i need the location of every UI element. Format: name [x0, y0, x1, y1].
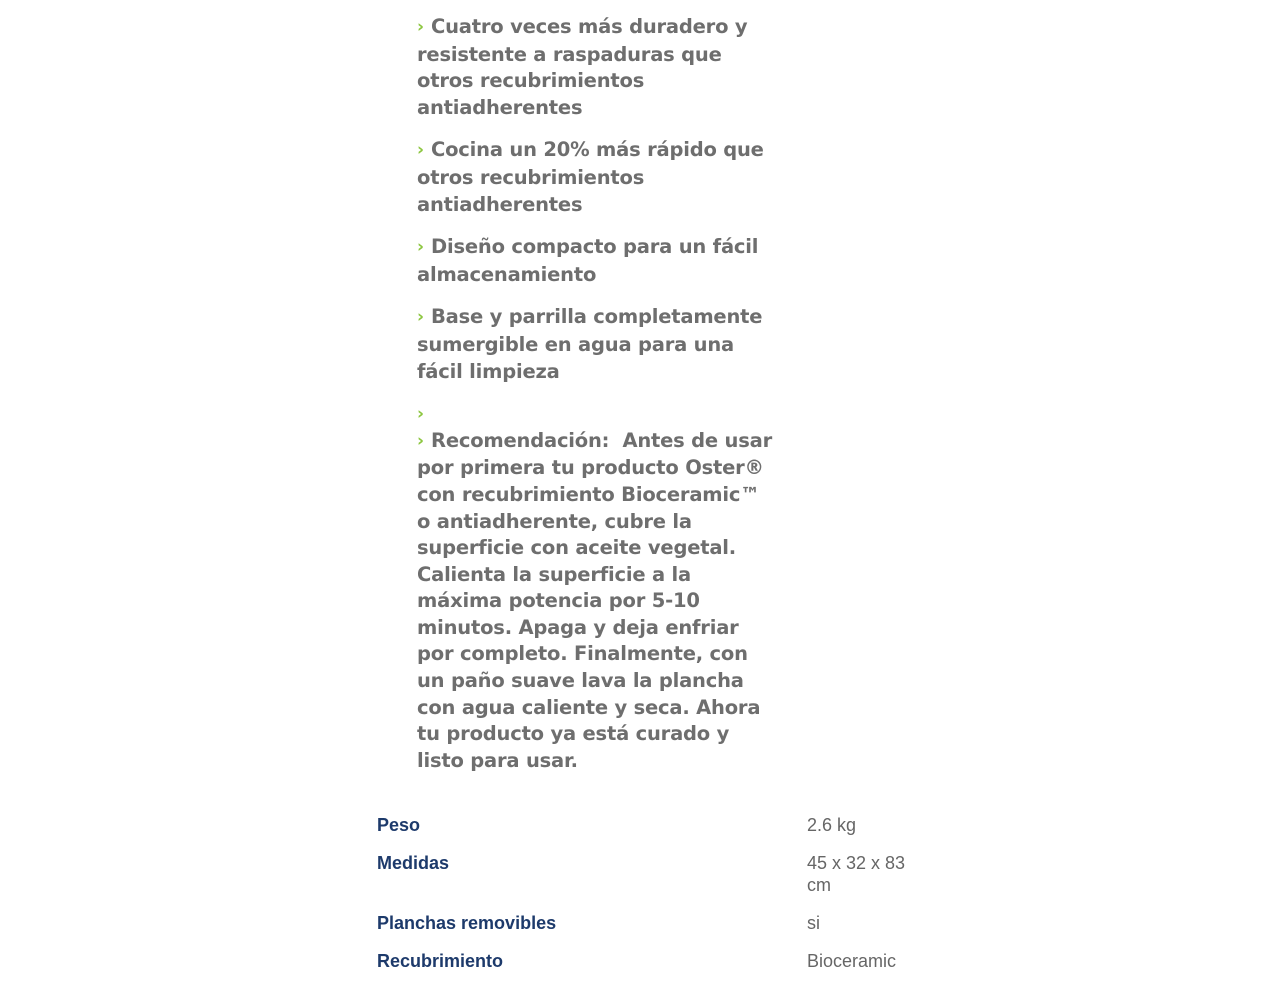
- chevron-right-icon: ›: [417, 237, 424, 258]
- feature-item: [417, 234, 777, 288]
- spec-value: si: [807, 913, 820, 933]
- chevron-right-icon: ›: [417, 404, 424, 425]
- spec-label: Planchas removibles: [377, 913, 557, 933]
- feature-item-empty: [417, 401, 777, 428]
- feature-item-recommendation: [417, 428, 777, 775]
- spec-row-removable-plates: [377, 912, 977, 934]
- chevron-right-icon: ›: [417, 17, 424, 37]
- feature-item: [417, 304, 777, 385]
- spec-label: Recubrimiento: [377, 951, 504, 971]
- feature-text: Base y parrilla completamente sumergible en agua para una fácil limpieza: [417, 305, 763, 383]
- spec-value: Bioceramic: [807, 951, 897, 971]
- feature-text: Diseño compacto para un fácil almacenamiento: [417, 235, 759, 286]
- feature-list: [417, 14, 777, 790]
- spec-row-coating: [377, 950, 977, 972]
- spec-row-dimensions: [377, 852, 977, 896]
- feature-text: Cuatro veces más duradero y resistente a raspaduras que otros recubrimientos antiadherentes: [417, 15, 748, 119]
- feature-item: [417, 14, 777, 121]
- spec-table: [377, 814, 977, 988]
- spec-value: 2.6 kg: [807, 815, 857, 835]
- chevron-right-icon: ›: [417, 140, 424, 161]
- feature-text: Cocina un 20% más rápido que otros recubrimientos antiadherentes: [417, 138, 764, 216]
- recommendation-text: Antes de usar por primera tu producto Oster® con recubrimiento Bioceramic™ o antiadherente, cubre la superficie con aceite vegetal. Calienta la superficie a la máxima potencia por 5-10 minutos. Apaga y deja enfriar por completo. Finalmente, con un paño suave lava la plancha con agua caliente y seca. Ahora tu producto ya está curado y listo para usar.: [417, 428, 773, 772]
- spec-value: 45 x 32 x 83 cm: [807, 853, 906, 895]
- feature-item: [417, 137, 777, 218]
- chevron-right-icon: ›: [417, 430, 424, 451]
- spec-label: Peso: [377, 815, 421, 835]
- spec-label: Medidas: [377, 853, 450, 873]
- chevron-right-icon: ›: [417, 307, 424, 328]
- recommendation-label: Recomendación:: [431, 428, 610, 452]
- spec-row-weight: [377, 814, 977, 836]
